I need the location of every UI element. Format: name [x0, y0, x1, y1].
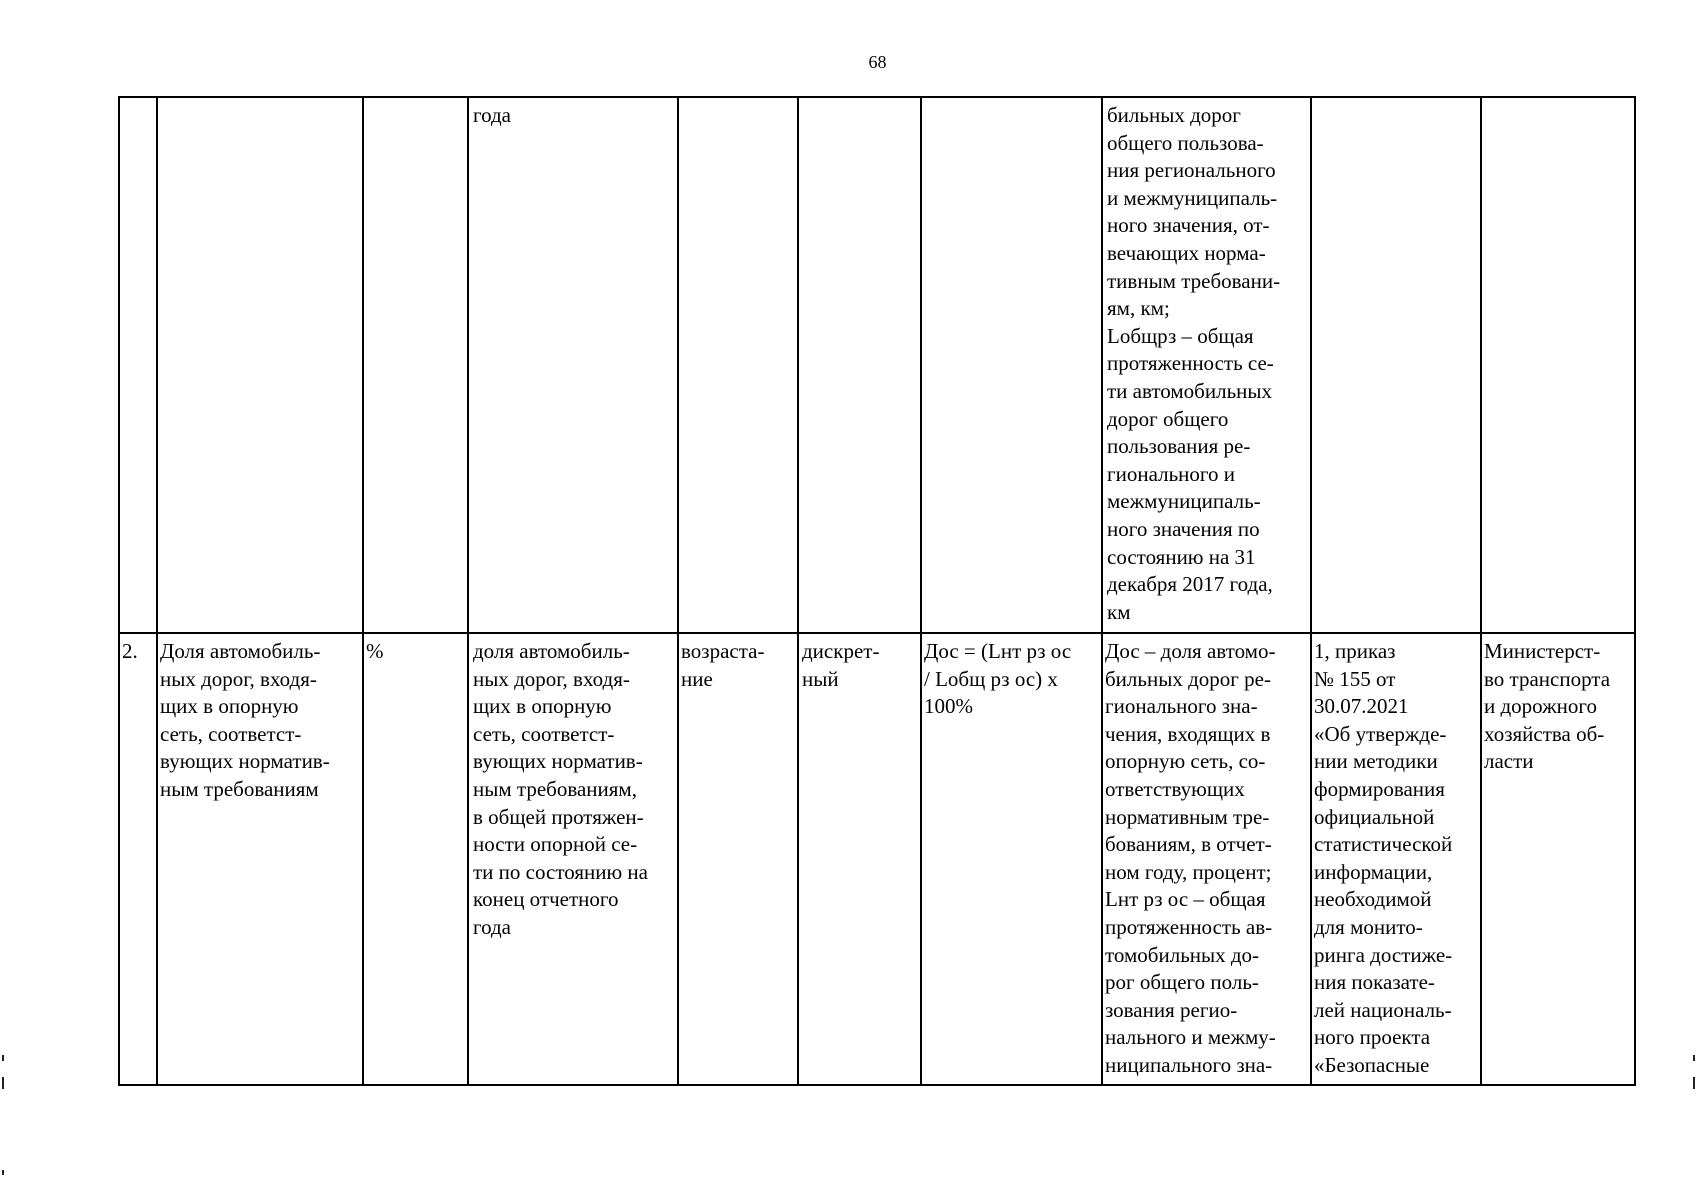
- table-top-border: [118, 96, 1636, 98]
- column-border: [1310, 96, 1312, 1086]
- row2-formula-explanation-cell: Дос – доля автомо- бильных дорог ре- гионального зна- чения, входящих в опорную сеть, со- ответствующих нормативным тре- бованиям, в отчет- ном году, процент; Lнт рз ос – общая протяженность ав- томобильных до- рог общего поль- зования регио- нального и межму- ниципального зна-: [1105, 639, 1276, 1077]
- column-border: [1634, 96, 1636, 1086]
- column-border: [677, 96, 679, 1086]
- row2-source-cell: 1, приказ № 155 от 30.07.2021 «Об утвержде- нии методики формирования официальной статистической информации, необходимой для монито- ринга достиже- ния показате- лей националь- ного проекта «Безопасные: [1314, 639, 1453, 1077]
- page-number: 68: [868, 52, 887, 72]
- column-border: [797, 96, 799, 1086]
- column-border: [467, 96, 469, 1086]
- row2-definition-cell: доля автомобиль- ных дорог, входя- щих в опорную сеть, соответст- вующих норматив- ным требованиям, в общей протяжен- ности опорной се- ти по состоянию на конец отчетного года: [473, 639, 648, 939]
- indicator-table: [118, 96, 1636, 1086]
- column-border: [156, 96, 158, 1086]
- row2-unit-cell: %: [366, 639, 384, 663]
- scan-mark-left: [2, 1077, 4, 1089]
- column-border: [362, 96, 364, 1086]
- row2-formula-cell: Дос = (Lнт рз ос / Lобщ рз ос) х 100%: [924, 639, 1072, 719]
- row1-formula-explanation-cell: бильных дорог общего пользова- ния регионального и межмуниципаль- ного значения, от- вечающих норма- тивным требовани- ям, км; Lобщрз – общая протяженность се- ти автомобильных дорог общего пользования ре- гионального и межмуниципаль- ного значения по состоянию на 31 декабря 2017 года, км: [1107, 103, 1281, 624]
- table-bottom-border: [118, 1084, 1636, 1086]
- column-border: [920, 96, 922, 1086]
- scan-mark-right: [1693, 1055, 1695, 1061]
- row2-responsible-cell: Министерст- во транспорта и дорожного хозяйства об- ласти: [1484, 639, 1611, 774]
- scan-mark-left: [2, 1055, 4, 1061]
- row2-indicator-cell: Доля автомобиль- ных дорог, входя- щих в опорную сеть, соответст- вующих норматив- ным требованиям: [160, 639, 330, 801]
- row2-dynamics-cell: возраста- ние: [681, 639, 765, 691]
- row2-number-cell: 2.: [122, 639, 138, 663]
- row-divider: [118, 632, 1636, 634]
- scan-mark-right: [1693, 1077, 1695, 1089]
- column-border: [118, 96, 120, 1086]
- row1-definition-cell: года: [473, 103, 511, 127]
- scan-mark-left: [2, 1170, 4, 1175]
- column-border: [1101, 96, 1103, 1086]
- row2-type-cell: дискрет- ный: [802, 639, 880, 691]
- column-border: [1480, 96, 1482, 1086]
